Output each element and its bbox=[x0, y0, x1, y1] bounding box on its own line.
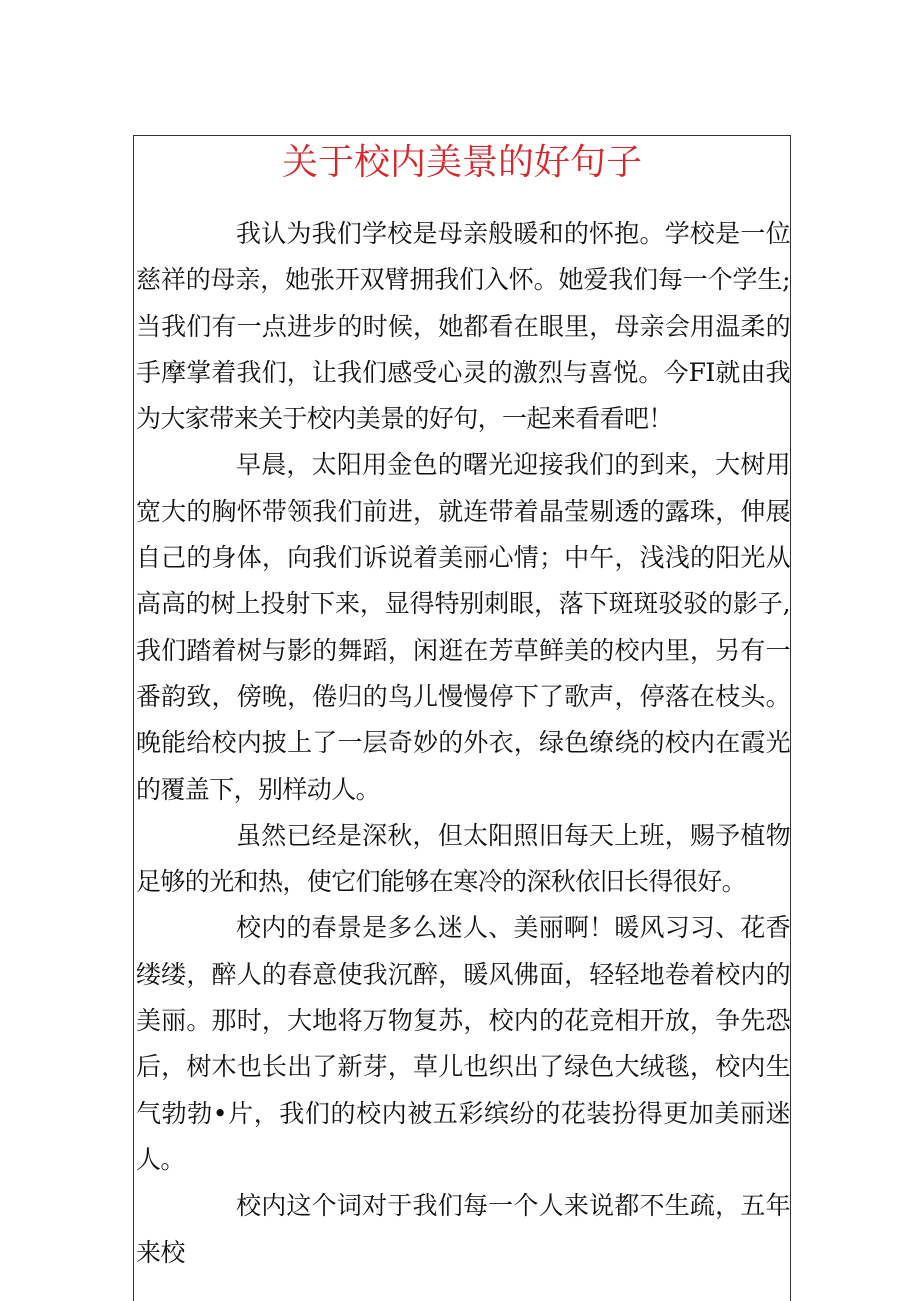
paragraph-intro: 我认为我们学校是母亲般暖和的怀抱。学校是一位慈祥的母亲，她张开双臂拥我们入怀。她爱我们每一个学生;当我们有一点进步的时候，她都看在眼里，母亲会用温柔的手摩掌着我们，让我们感受心灵的激烈与喜悦。今FI就由我为大家带来关于校内美景的好句，一起来看看吧！ bbox=[136, 219, 790, 434]
document-title: 关于校内美景的好句子 bbox=[281, 142, 642, 183]
paragraph-autumn: 虽然已经是深秋，但太阳照旧每天上班，赐予植物足够的光和热，使它们能够在寒冷的深秋依旧长得很好。 bbox=[136, 820, 790, 897]
paragraph-spring: 校内的春景是多么迷人、美丽啊！暖风习习、花香缕缕，醉人的春意使我沉醉，暖风佛面，轻轻地卷着校内的美丽。那时，大地将万物复苏，校内的花竞相开放，争先恐后，树木也长出了新芽，草儿也织出了绿色大绒毯，校内生气勃勃•片，我们的校内被五彩缤纷的花装扮得更加美丽迷人。 bbox=[136, 913, 790, 1174]
page-frame bbox=[133, 135, 791, 1301]
document-body bbox=[136, 211, 790, 1276]
paragraph-day-scenery: 早晨，太阳用金色的曙光迎接我们的到来，大树用宽大的胸怀带领我们前进，就连带着晶莹剔透的露珠，伸展自己的身体，向我们诉说着美丽心情；中午，浅浅的阳光从高高的树上投射下来，显得特别刺眼，落下斑斑驳驳的影子,我们踏着树与影的舞蹈，闲逛在芳草鲜美的校内里，另有一番韵致，傍晚，倦归的鸟儿慢慢停下了歌声，停落在枝头。晚能给校内披上了一层奇妙的外衣，绿色缭绕的校内在霞光的覆盖下，别样动人。 bbox=[136, 450, 790, 804]
paragraph-closing: 校内这个词对于我们每一个人来说都不生疏，五年来校 bbox=[136, 1191, 790, 1267]
